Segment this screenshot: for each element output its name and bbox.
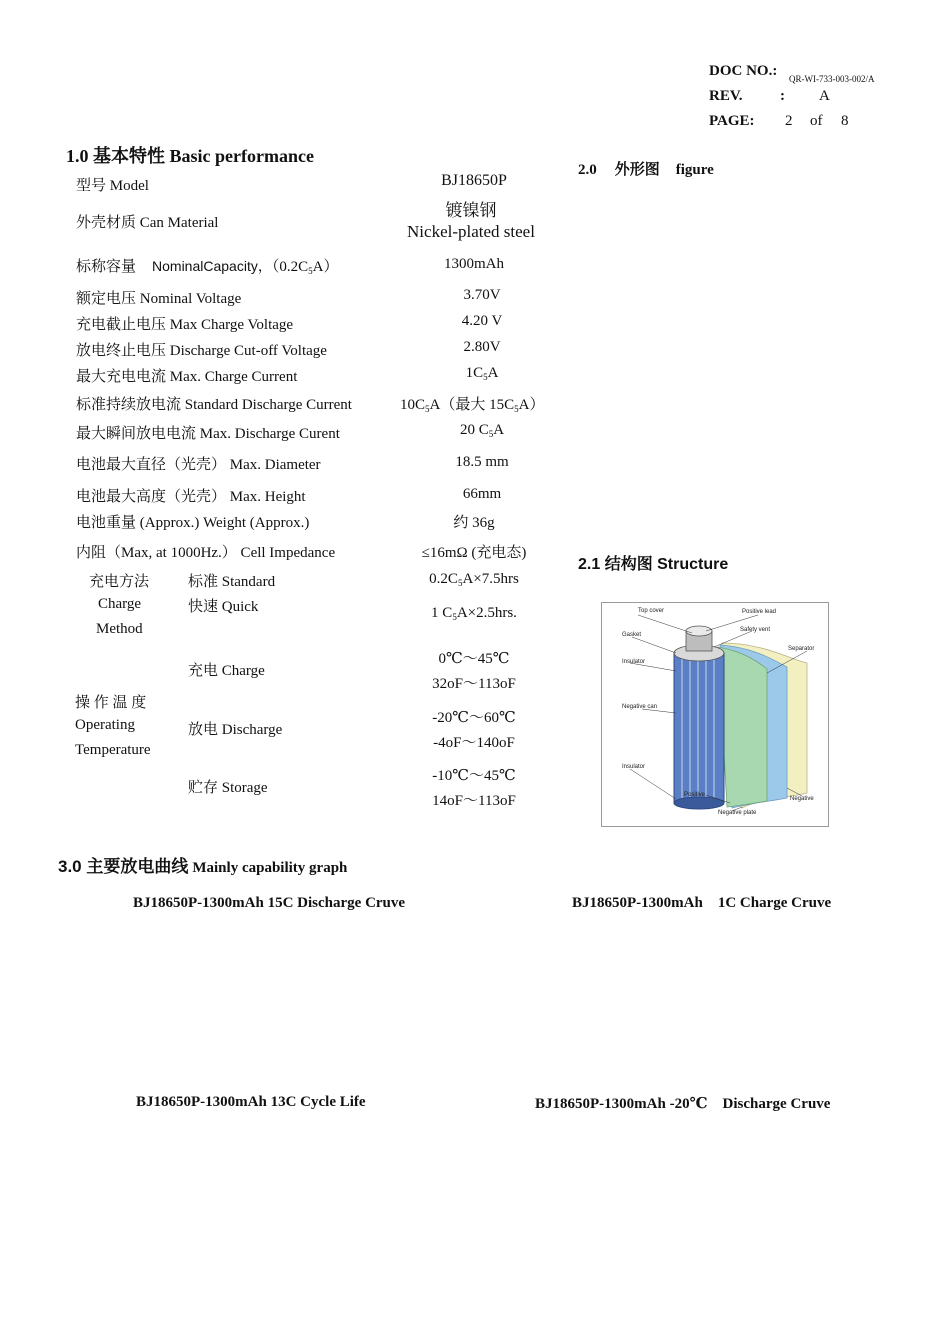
value-pre: 1 C	[431, 605, 453, 621]
charge-quick-value	[400, 605, 548, 622]
nominal-capacity-cn: 标称容量	[76, 259, 137, 275]
charge-standard-value	[400, 571, 548, 588]
value-sub: 5	[452, 612, 457, 622]
spec-label-max-charge-current: 最大充电电流 Max. Charge Current	[76, 369, 298, 385]
spec-value-nominal-voltage: 3.70V	[463, 287, 501, 303]
label-insulator-bottom: Insulator	[622, 764, 646, 770]
spec-label-max-height: 电池最大高度（光壳） Max. Height	[76, 489, 306, 505]
temp-storage-f: 14oF～113oF	[432, 793, 516, 809]
spec-value-can-material-cn: 镀镍钢	[445, 201, 497, 220]
temp-charge-f: 32oF～113oF	[432, 676, 516, 692]
graph-caption-charge-1c: BJ18650P-1300mAh 1C Charge Cruve	[572, 895, 832, 911]
section-2-title-cn: 外形图	[614, 161, 660, 178]
page-label: PAGE:	[709, 113, 755, 129]
nominal-capacity-rate-post: A）	[312, 259, 339, 275]
value-sub-2: 5	[514, 404, 519, 414]
graph-caption-discharge-15c: BJ18650P-1300mAh 15C Discharge Cruve	[133, 895, 406, 911]
section-3-title	[58, 852, 347, 877]
spec-label-impedance: 内阻（Max, at 1000Hz.） Cell Impedance	[76, 545, 336, 561]
temp-discharge-f: -4oF～140oF	[433, 735, 515, 751]
value-pre: 1C	[465, 365, 484, 381]
charge-method-cn: 充电方法	[89, 574, 150, 590]
label-insulator-top: Insulator	[622, 659, 646, 665]
rev-label: REV.	[709, 88, 743, 104]
spec-value-max-height: 66mm	[462, 486, 502, 502]
section-3-title-en: Mainly capability graph	[192, 860, 348, 876]
nominal-capacity-en: NominalCapacity，	[152, 258, 272, 274]
spec-value-max-diameter: 18.5 mm	[455, 454, 509, 470]
graph-caption-cycle-life: BJ18650P-1300mAh 13C Cycle Life	[136, 1094, 366, 1110]
page-number: 2	[785, 113, 793, 129]
spec-label-standard-discharge: 标准持续放电流 Standard Discharge Current	[76, 397, 352, 413]
value-mid: A（最大 15C	[429, 397, 515, 413]
operating-temp-en-1: Operating	[75, 717, 135, 733]
structure-title: 2.1 结构图 Structure	[578, 556, 729, 573]
value-pre: 0.2C	[429, 571, 458, 587]
label-safety-vent: Safety vent	[740, 627, 771, 633]
temp-storage-label: 贮存 Storage	[188, 780, 268, 796]
spec-value-model: BJ18650P	[441, 172, 507, 189]
section-3-title-cn: 3.0 主要放电曲线	[58, 857, 189, 876]
value-post: A）	[518, 397, 545, 413]
label-negative-can: Negative can	[622, 704, 658, 710]
nominal-capacity-rate-pre: （0.2C	[271, 259, 309, 275]
value-sub: 5	[488, 429, 494, 439]
spec-label-max-charge-voltage: 充电截止电压 Max Charge Voltage	[76, 317, 294, 333]
label-negative-plate: Negative plate	[718, 810, 757, 816]
page-total: 8	[841, 113, 849, 129]
spec-label-can-material: 外壳材质 Can Material	[76, 215, 219, 231]
doc-no-value: QR-WI-733-003-002/A	[789, 74, 875, 84]
section-2-number: 2.0	[578, 162, 597, 178]
spec-value-max-charge-current	[408, 365, 556, 382]
section-2-title-en: figure	[675, 162, 714, 178]
spec-value-max-charge-voltage: 4.20 V	[461, 313, 503, 329]
value-pre: 10C	[400, 397, 426, 413]
rev-value: A	[819, 88, 830, 104]
spec-value-standard-discharge	[400, 393, 544, 414]
spec-label-nominal-capacity	[76, 255, 338, 276]
graph-caption-low-temp-discharge: BJ18650P-1300mAh -20℃ Discharge Cruve	[535, 1096, 831, 1112]
label-separator: Separator	[788, 646, 815, 652]
spec-label-weight: 电池重量 (Approx.) Weight (Approx.)	[76, 515, 310, 531]
nominal-capacity-rate-sub: 5	[308, 266, 313, 276]
temp-discharge-label: 放电 Discharge	[188, 722, 283, 738]
spec-value-max-discharge	[408, 422, 556, 439]
charge-method-en-2: Method	[96, 621, 143, 637]
spec-value-can-material-en: Nickel-plated steel	[407, 222, 535, 241]
temp-storage-c: -10℃～45℃	[432, 768, 516, 784]
spec-value-discharge-cutoff: 2.80V	[463, 339, 501, 355]
page-of: of	[810, 113, 823, 129]
label-positive: Positive	[684, 792, 706, 798]
spec-value-weight: 约 36g	[453, 515, 495, 531]
spec-value-nominal-capacity: 1300mAh	[444, 256, 504, 272]
value-post: A	[487, 365, 499, 381]
temp-charge-c: 0℃～45℃	[438, 651, 510, 667]
charge-quick-label: 快速 Quick	[188, 599, 259, 615]
spec-label-model: 型号 Model	[76, 178, 149, 194]
value-sub: 5	[425, 404, 430, 414]
doc-no-label: DOC NO.:	[709, 63, 778, 79]
spec-label-discharge-cutoff: 放电终止电压 Discharge Cut-off Voltage	[76, 343, 327, 359]
spec-label-max-discharge: 最大瞬间放电电流 Max. Discharge Curent	[76, 426, 340, 442]
value-sub: 5	[457, 578, 463, 588]
temp-discharge-c: -20℃～60℃	[432, 710, 516, 726]
spec-value-impedance: ≤16mΩ (充电态)	[421, 545, 527, 561]
operating-temp-en-2: Temperature	[75, 742, 151, 758]
label-top-cover: Top cover	[638, 608, 665, 614]
value-post: A	[493, 422, 505, 438]
value-post: A×7.5hrs	[462, 571, 519, 587]
value-pre: 20 C	[459, 422, 489, 438]
label-negative: Negative	[790, 796, 814, 802]
label-gasket: Gasket	[622, 632, 642, 638]
section-1-title: 1.0 基本特性 Basic performance	[66, 146, 314, 166]
spec-label-nominal-voltage: 额定电压 Nominal Voltage	[76, 291, 242, 307]
temp-charge-label: 充电 Charge	[188, 663, 265, 679]
operating-temp-cn: 操 作 温 度	[75, 695, 147, 711]
section-2-title	[578, 158, 714, 179]
battery-structure-diagram	[601, 602, 829, 827]
rev-colon: :	[780, 88, 785, 104]
spec-label-max-diameter: 电池最大直径（光壳） Max. Diameter	[76, 457, 321, 473]
charge-standard-label: 标准 Standard	[188, 574, 276, 590]
label-positive-lead: Positive lead	[742, 609, 777, 615]
value-sub: 5	[483, 372, 488, 382]
value-post: A×2.5hrs.	[456, 605, 517, 621]
charge-method-en-1: Charge	[98, 596, 142, 612]
